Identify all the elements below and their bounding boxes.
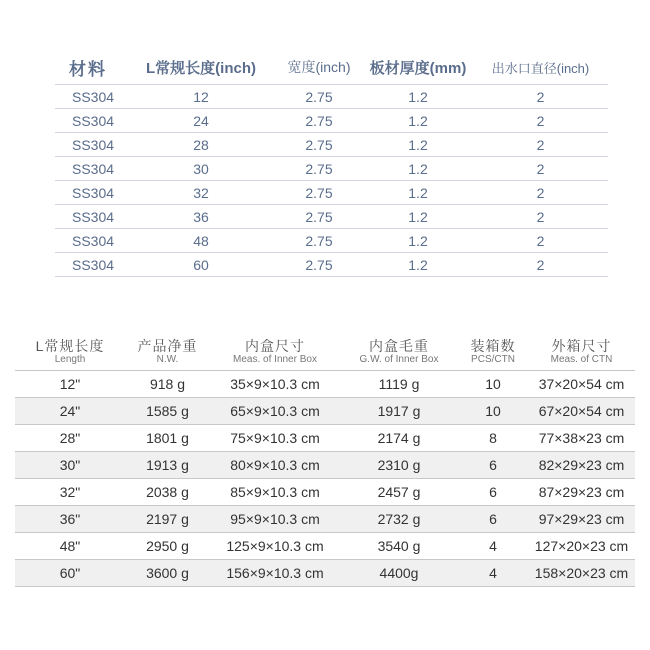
spec-cell-width: 2.75 (275, 157, 363, 181)
spec-header-row (55, 50, 608, 85)
packing-cell: 77×38×23 cm (528, 425, 635, 452)
packing-cell: 1119 g (340, 371, 458, 398)
packing-cell: 2197 g (125, 506, 210, 533)
packing-header-zh: 外箱尺寸 (551, 337, 612, 354)
packing-row (15, 452, 635, 479)
packing-cell: 87×29×23 cm (528, 479, 635, 506)
packing-cell: 4 (458, 533, 528, 560)
packing-header-cell (528, 333, 635, 371)
packing-cell: 156×9×10.3 cm (210, 560, 340, 587)
spec-cell-width: 2.75 (275, 181, 363, 205)
spec-cell-width: 2.75 (275, 133, 363, 157)
spec-cell-outlet: 2 (473, 205, 608, 229)
spec-cell-length: 12 (127, 85, 275, 109)
packing-cell: 4 (458, 560, 528, 587)
spec-cell-outlet: 2 (473, 157, 608, 181)
spec-cell-material: SS304 (55, 253, 127, 277)
header-material: 材料 (55, 50, 127, 85)
packing-row (15, 533, 635, 560)
packing-cell: 1917 g (340, 398, 458, 425)
spec-cell-length: 32 (127, 181, 275, 205)
spec-cell-material: SS304 (55, 85, 127, 109)
packing-row (15, 506, 635, 533)
packing-cell: 65×9×10.3 cm (210, 398, 340, 425)
packing-header-zh: 内盒尺寸 (245, 337, 305, 354)
spec-row (55, 157, 608, 181)
spec-cell-length: 60 (127, 253, 275, 277)
packing-cell: 127×20×23 cm (528, 533, 635, 560)
packing-cell: 12" (15, 371, 125, 398)
packing-cell: 1913 g (125, 452, 210, 479)
spec-cell-material: SS304 (55, 157, 127, 181)
packing-header-zh: 内盒毛重 (369, 337, 429, 354)
spec-row (55, 85, 608, 109)
packing-header-en: N.W. (156, 353, 179, 365)
packing-header-en: PCS/CTN (471, 353, 515, 365)
spec-row (55, 181, 608, 205)
packing-header-zh: 产品净重 (137, 337, 198, 354)
spec-row (55, 109, 608, 133)
packing-cell: 125×9×10.3 cm (210, 533, 340, 560)
spec-cell-material: SS304 (55, 109, 127, 133)
packing-cell: 2310 g (340, 452, 458, 479)
spec-cell-outlet: 2 (473, 229, 608, 253)
spec-cell-width: 2.75 (275, 205, 363, 229)
header-outlet-diameter: 出水口直径(inch) (473, 50, 608, 85)
packing-cell: 97×29×23 cm (528, 506, 635, 533)
spec-cell-length: 30 (127, 157, 275, 181)
packing-cell: 10 (458, 371, 528, 398)
spec-cell-width: 2.75 (275, 229, 363, 253)
packing-cell: 2950 g (125, 533, 210, 560)
packing-cell: 6 (458, 452, 528, 479)
spec-cell-material: SS304 (55, 205, 127, 229)
packing-cell: 28" (15, 425, 125, 452)
packing-cell: 6 (458, 479, 528, 506)
packing-row (15, 398, 635, 425)
spec-cell-outlet: 2 (473, 109, 608, 133)
spec-cell-thickness: 1.2 (363, 133, 473, 157)
spec-cell-thickness: 1.2 (363, 157, 473, 181)
spec-row (55, 205, 608, 229)
packing-cell: 3540 g (340, 533, 458, 560)
packing-cell: 2038 g (125, 479, 210, 506)
packing-cell: 95×9×10.3 cm (210, 506, 340, 533)
packing-cell: 67×20×54 cm (528, 398, 635, 425)
packing-cell: 8 (458, 425, 528, 452)
packing-cell: 32" (15, 479, 125, 506)
packing-table (15, 333, 635, 587)
packing-cell: 4400g (340, 560, 458, 587)
packing-cell: 6 (458, 506, 528, 533)
spec-cell-thickness: 1.2 (363, 109, 473, 133)
packing-header-cell (340, 333, 458, 371)
spec-cell-length: 36 (127, 205, 275, 229)
packing-cell: 158×20×23 cm (528, 560, 635, 587)
header-length: L常规长度(inch) (127, 50, 275, 85)
packing-cell: 3600 g (125, 560, 210, 587)
packing-cell: 85×9×10.3 cm (210, 479, 340, 506)
header-width: 宽度(inch) (275, 50, 363, 85)
packing-row (15, 371, 635, 398)
packing-cell: 80×9×10.3 cm (210, 452, 340, 479)
packing-cell: 48" (15, 533, 125, 560)
spec-cell-width: 2.75 (275, 253, 363, 277)
packing-cell: 82×29×23 cm (528, 452, 635, 479)
spec-cell-length: 24 (127, 109, 275, 133)
spec-cell-thickness: 1.2 (363, 181, 473, 205)
header-thickness: 板材厚度(mm) (363, 50, 473, 85)
packing-cell: 1585 g (125, 398, 210, 425)
packing-cell: 60" (15, 560, 125, 587)
packing-cell: 2457 g (340, 479, 458, 506)
packing-header-zh: 装箱数 (470, 337, 516, 354)
spec-cell-thickness: 1.2 (363, 253, 473, 277)
spec-cell-material: SS304 (55, 133, 127, 157)
packing-header-cell (125, 333, 210, 371)
packing-header-en: Length (54, 353, 86, 365)
packing-header-cell (210, 333, 340, 371)
packing-header-en: Meas. of Inner Box (233, 353, 317, 365)
spec-cell-thickness: 1.2 (363, 85, 473, 109)
packing-header-zh: L常规长度 (35, 337, 105, 354)
packing-header-en: Meas. of CTN (550, 353, 613, 365)
spec-cell-material: SS304 (55, 181, 127, 205)
packing-cell: 35×9×10.3 cm (210, 371, 340, 398)
spec-cell-outlet: 2 (473, 85, 608, 109)
packing-row (15, 560, 635, 587)
spec-row (55, 253, 608, 277)
packing-cell: 75×9×10.3 cm (210, 425, 340, 452)
packing-cell: 2732 g (340, 506, 458, 533)
packing-header-row (15, 333, 635, 371)
packing-cell: 36" (15, 506, 125, 533)
spec-cell-length: 28 (127, 133, 275, 157)
packing-cell: 10 (458, 398, 528, 425)
packing-header-cell (15, 333, 125, 371)
spec-cell-outlet: 2 (473, 253, 608, 277)
packing-cell: 30" (15, 452, 125, 479)
packing-row (15, 425, 635, 452)
spec-cell-width: 2.75 (275, 109, 363, 133)
spec-cell-outlet: 2 (473, 181, 608, 205)
spec-cell-material: SS304 (55, 229, 127, 253)
packing-cell: 37×20×54 cm (528, 371, 635, 398)
packing-row (15, 479, 635, 506)
packing-cell: 918 g (125, 371, 210, 398)
spec-row (55, 229, 608, 253)
spec-cell-thickness: 1.2 (363, 229, 473, 253)
spec-cell-outlet: 2 (473, 133, 608, 157)
packing-header-cell (458, 333, 528, 371)
spec-table (55, 50, 608, 277)
spec-row (55, 133, 608, 157)
packing-cell: 24" (15, 398, 125, 425)
spec-cell-length: 48 (127, 229, 275, 253)
spec-cell-width: 2.75 (275, 85, 363, 109)
packing-header-en: G.W. of Inner Box (359, 353, 439, 365)
packing-cell: 2174 g (340, 425, 458, 452)
packing-cell: 1801 g (125, 425, 210, 452)
spec-cell-thickness: 1.2 (363, 205, 473, 229)
